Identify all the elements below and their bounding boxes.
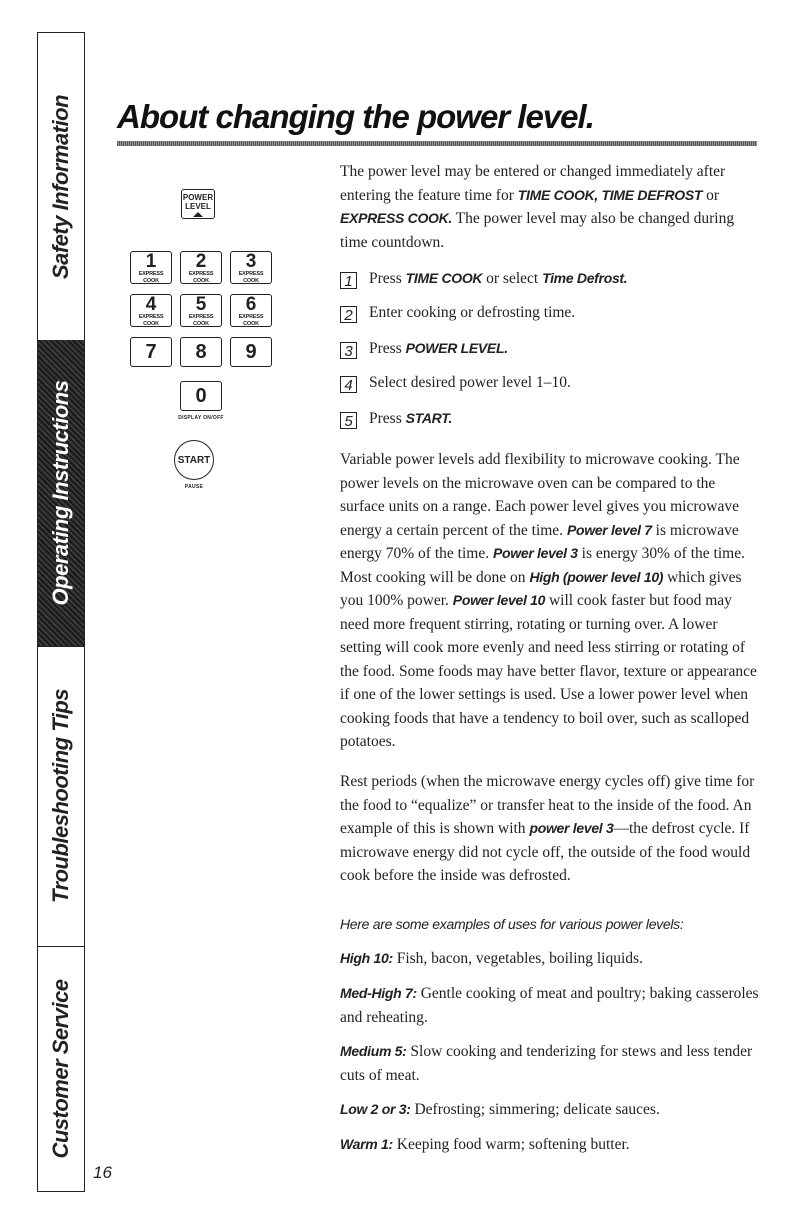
step-1: 1 Press TIME COOK or select Time Defrost. xyxy=(340,268,627,289)
tab-troubleshooting-tips[interactable] xyxy=(38,646,84,946)
page-title: About changing the power level. xyxy=(117,98,594,135)
examples-heading: Here are some examples of uses for various power levels: xyxy=(340,916,684,932)
example-med-high: Med-High 7: Gentle cooking of meat and poultry; baking casseroles and reheating. xyxy=(340,985,759,1026)
example-medium: Medium 5: Slow cooking and tenderizing for stews and less tender cuts of meat. xyxy=(340,1043,753,1084)
tab-label: Safety Information xyxy=(48,94,73,279)
step-4: 4 Select desired power level 1–10. xyxy=(340,373,571,393)
key-9: 9 xyxy=(230,337,272,367)
key-1: 1 EXPRESS COOK xyxy=(130,251,172,284)
page-number: 16 xyxy=(93,1163,112,1182)
tab-label: Customer Service xyxy=(48,978,73,1159)
key-5: 5 EXPRESS COOK xyxy=(180,294,222,327)
step-2: 2 Enter cooking or defrosting time. xyxy=(340,303,575,323)
key-7: 7 xyxy=(130,337,172,367)
step-number-box: 3 xyxy=(340,342,357,359)
display-onoff-label: DISPLAY ON/OFF xyxy=(178,415,224,421)
variable-power-paragraph: Variable power levels add flexibility to microwave cooking. The power levels on the microwave oven can be compared to the surface units on a range. Each power level gives you microwave energy a certain percent of the time. Power level 7 is microwave energy 70% of the time. Power level 3 is energy 30% of the time. Most cooking will be done on High (power level 10) which gives you 100% power. Power level 10 will cook faster but food may need more frequent stirring, rotating or turning over. A lower setting will cook more evenly and need less stirring or rotating of the food. Some foods may have better flavor, texture or appearance if one of the lower settings is used. Use a lower power level when cooking foods that have a tendency to boil over, such as scalloped potatoes. xyxy=(340,451,757,750)
key-3: 3 EXPRESS COOK xyxy=(230,251,272,284)
key-4: 4 EXPRESS COOK xyxy=(130,294,172,327)
intro-paragraph: The power level may be entered or changed immediately after entering the feature time for TIME COOK, TIME DEFROST or EXPRESS COOK. The power level may also be changed during time countdown. xyxy=(340,163,735,251)
title-rule xyxy=(117,141,757,146)
step-number-box: 1 xyxy=(340,272,357,289)
key-8: 8 xyxy=(180,337,222,367)
rest-periods-paragraph: Rest periods (when the microwave energy cycles off) give time for the food to “equalize” or transfer heat to the inside of the food. An example of this is shown with power level 3—the defrost cycle. If microwave energy did not cycle off, the outside of the food would cook before the inside was defrosted. xyxy=(340,773,755,884)
power-key-line2: LEVEL xyxy=(185,202,211,211)
power-key-line1: POWER xyxy=(182,193,214,202)
step-number-box: 5 xyxy=(340,412,357,429)
tab-operating-instructions[interactable] xyxy=(38,340,84,646)
example-high: High 10: Fish, bacon, vegetables, boiling liquids. xyxy=(340,950,643,967)
key-0: 0 xyxy=(180,381,222,411)
tab-label: Troubleshooting Tips xyxy=(48,688,73,904)
step-number-box: 2 xyxy=(340,306,357,323)
key-2: 2 EXPRESS COOK xyxy=(180,251,222,284)
tab-safety-information[interactable] xyxy=(38,33,84,340)
step-3: 3 Press POWER LEVEL. xyxy=(340,338,508,359)
start-button-graphic: START xyxy=(174,440,214,480)
tab-customer-service[interactable] xyxy=(38,946,84,1191)
power-level-key xyxy=(181,189,215,219)
section-tabs xyxy=(37,32,85,1192)
tab-label: Operating Instructions xyxy=(48,380,73,606)
step-number-box: 4 xyxy=(340,376,357,393)
power-triangle-icon xyxy=(193,212,203,217)
key-6: 6 EXPRESS COOK xyxy=(230,294,272,327)
pause-label: PAUSE xyxy=(184,484,204,490)
step-5: 5 Press START. xyxy=(340,408,452,429)
example-warm: Warm 1: Keeping food warm; softening butter. xyxy=(340,1136,630,1153)
example-low: Low 2 or 3: Defrosting; simmering; delicate sauces. xyxy=(340,1101,660,1118)
